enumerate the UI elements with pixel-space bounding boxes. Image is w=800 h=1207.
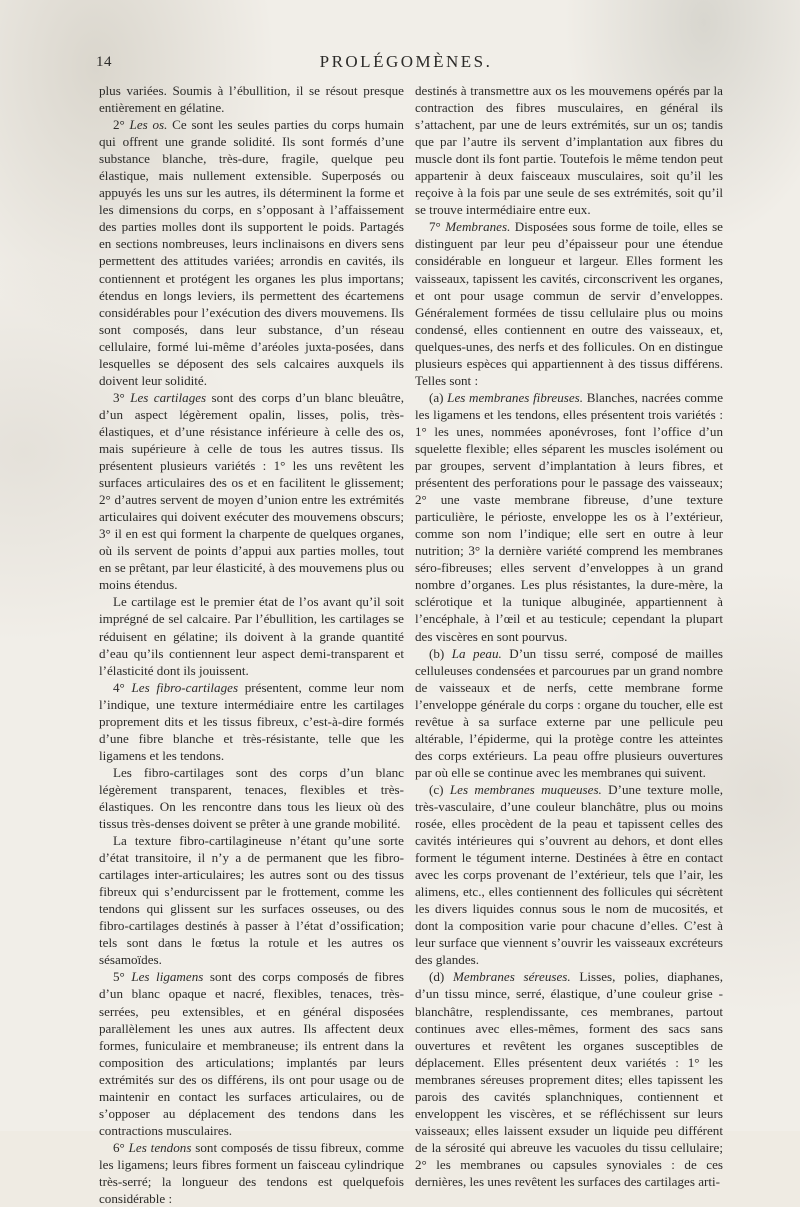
paragraph-text: Disposées sous forme de toile, elles se distinguent par leur peu d’épaisseur pour une étendue considérable en longueur et largeur. Elles forment les vaisseaux, tapissent les cavités, circonscrivent les organes, et ont pour usage commun de servir d’enveloppes. Généralement formées de tissu cellulaire plus ou moins condensé, elles contiennent en outre des vaisseaux, et, quelques-unes, des nerfs et des follicules. On en distingue plusieurs espèces qui appartiennent à des tissus différens. Telles sont : xyxy=(415,219,723,388)
paragraph-text: D’une texture molle, très-vasculaire, d’une couleur blanchâtre, plus ou moins rosée, elles procèdent de la peau et tapissent celles des cavités intérieures qui s’ouvrent au dehors, et dont elles forment le tégument interne. Destinées à être en contact avec les corps provenant de l’extérieur, tels que l’air, les alimens, etc., elles contiennent des follicules qui sécrètent les divers liquides connus sous le nom de mucosités, et dont la composition varie pour chacune d’elles. C’est à leur surface que viennent s’ouvrir les vaisseaux excréteurs des glandes. xyxy=(415,781,723,968)
paragraph-term: Les cartilages xyxy=(130,389,207,405)
paragraph xyxy=(99,593,404,678)
paragraph xyxy=(99,82,404,116)
paragraph-term: Les os. xyxy=(129,117,168,133)
paragraph-text: Les fibro-cartilages sont des corps d’un blanc légèrement transparent, tenaces, flexibles et très-élastiques. On les rencontre dans tous les lieux où des tissus très-denses doivent se prêter à une grande mobilité. xyxy=(99,764,404,832)
paragraph-text: sont des corps composés de fibres d’un blanc opaque et nacré, flexibles, tenaces, très-serrées, peu extensibles, et en général disposées parallèlement les unes aux autres. Ils affectent deux formes, funiculaire et membraneuse; ils entrent dans la composition des articulations; implantés par leurs extrémités sur des os différens, ils ont pour usage ou de maintenir en contact les surfaces articulaires, ou de s’opposer au déplacement des tendons dans les contractions musculaires. xyxy=(99,969,404,1138)
paragraph-text: Le cartilage est le premier état de l’os avant qu’il soit imprégné de sel calcaire. Par l’ébullition, les cartilages se réduisent en gélatine; ils doivent à la grande quantité d’eau qu’ils contiennent leur aspect demi-transparent et l’élasticité dont ils jouissent. xyxy=(99,594,404,678)
paragraph xyxy=(415,82,723,218)
paragraph-text: Lisses, polies, diaphanes, d’un tissu mince, serré, élastique, d’une couleur grise - blanchâtre, resplendissante, ces membranes, partout continues avec elles-mêmes, forment des sacs sans ouvertures et revêtent les organes susceptibles de déplacement. Elles présentent deux variétés : 1° les membranes séreuses proprement dites; elles tapissent les parois des cavités splanchniques, contiennent et enveloppent les viscères, et se réfléchissent sur leurs vaisseaux; elles laissent exsuder un liquide peu différent de la sérosité qui abreuve les vacuoles du tissu cellulaire; 2° les membranes ou capsules synoviales : de ces dernières, les unes revêtent les surfaces des cartilages arti- xyxy=(415,969,723,1189)
paragraph xyxy=(415,968,723,1190)
paragraph-text: La texture fibro-cartilagineuse n’étant qu’une sorte d’état transitoire, il n’y a de permanent que les fibro-cartilages inter-articulaires; les autres sont ou des tissus fibreux qui s’endurcissent par le frottement, comme les tendons qui glissent sur les surfaces osseuses, ou des fibro-cartilages destinés à passer à l’état d’ossification; tels sont dans le fœtus la rotule et les autres os sésamoïdes. xyxy=(99,833,404,968)
paragraph-term: Les ligamens xyxy=(131,969,204,985)
paragraph-number: (c) xyxy=(429,781,450,797)
paragraph xyxy=(99,968,404,1138)
page-header xyxy=(96,52,716,74)
paragraph-term: Les membranes muqueuses. xyxy=(449,781,602,797)
paragraph-number: 2° xyxy=(113,117,130,133)
paragraph-text: D’un tissu serré, composé de mailles celluleuses condensées et parcourues par un grand nombre de vaisseaux et de nerfs, cette membrane forme l’enveloppe générale du corps : organe du toucher, elle est revêtue à sa surface externe par une pellicule peu altérable, l’épiderme, qui la protège contre les atteintes des corps extérieurs. La peau offre plusieurs ouvertures par où elle se continue avec les membranes qui suivent. xyxy=(415,645,723,780)
paragraph-term: Membranes séreuses. xyxy=(452,969,571,985)
paragraph-number: (b) xyxy=(429,645,452,661)
paragraph-term: Les fibro-cartilages xyxy=(131,679,239,695)
paragraph-term: Membranes. xyxy=(445,219,511,235)
paragraph-number: 5° xyxy=(113,969,132,985)
paragraph xyxy=(99,764,404,832)
paragraph-text: présentent, comme leur nom l’indique, une texture intermédiaire entre les cartilages proprement dits et les tissus fibreux, c’est-à-dire formés d’une fibre blanche et très-résistante, telle que les ligamens et les tendons. xyxy=(99,679,405,763)
page-number: 14 xyxy=(96,54,112,70)
left-column xyxy=(99,82,404,1207)
paragraph-term: Les membranes fibreuses. xyxy=(447,389,584,405)
paragraph-number: (d) xyxy=(429,969,453,985)
paragraph xyxy=(415,218,723,388)
paragraph xyxy=(415,781,723,969)
paragraph-text: destinés à transmettre aux os les mouvemens opérés par la contraction des fibres musculaires, en général ils s’attachent, par une de leurs extrémités, sur un os; tandis que par l’autre ils servent d’implantation aux fibres du muscle dont ils font partie. Toutefois le même tendon peut appartenir à deux faisceaux musculaires, soit qu’il les reçoive à la fois par une seule de ses extrémités, soit qu’il se trouve intermédiaire entre eux. xyxy=(415,83,723,218)
paragraph-text: Ce sont les seules parties du corps humain qui offrent une grande solidité. Ils sont formés d’une substance blanche, très-dure, fragile, quelque peu élastique, mais nullement extensible. Superposés ou appuyés les uns sur les autres, ils déterminent la forme et les dimensions du corps, en s’opposant à l’affaissement des parties molles dont ils supportent le poids. Partagés en sections nombreuses, leurs inclinaisons en divers sens permettent des attitudes variées; arrondis en cavités, ils contiennent et protégent les organes les plus importans; étendus en longs leviers, ils permettent des écartemens considérables pour l’exécution des divers mouvemens. Ils sont composés, dans leur substance, d’un réseau cellulaire, formé lui-même d’aréoles juxta-posées, dans lesquelles se déposent des sels calcaires auxquels ils doivent leur solidité. xyxy=(99,117,404,388)
paragraph xyxy=(99,832,404,968)
paragraph xyxy=(99,679,404,764)
paragraph-term: La peau. xyxy=(451,645,502,661)
paragraph xyxy=(99,389,404,594)
paragraph-text: Blanches, nacrées comme les ligamens et les tendons, elles présentent trois variétés : 1° les unes, nommées aponévroses, font l’office d’un squelette flexible; elles séparent les muscles isolément ou par groupes, servent d’implantation à leurs fibres, et présentent des perforations pour le passage des vaisseaux; 2° une vaste membrane fibreuse, d’une texture particulière, le périoste, enveloppe les os à l’extérieur, comme son nom l’indique; elle sert en outre à leur nutrition; 3° la dernière variété comprend les membranes séro-fibreuses; elles servent d’enveloppes à un grand nombre d’organes. Les plus résistantes, la dure-mère, la sclérotique et la tunique albuginée, appartiennent à l’encéphale, à l’œil et au testicule; cependant la plupart des viscères en sont pourvus. xyxy=(415,389,724,644)
paragraph-text: sont composés de tissu fibreux, comme les ligamens; leurs fibres forment un faisceau cylindrique très-serré; la longueur des tendons est quelquefois considérable : xyxy=(99,1139,404,1207)
paragraph-term: Les tendons xyxy=(128,1139,192,1155)
paragraph-number: 4° xyxy=(113,679,132,695)
paragraph-number: 3° xyxy=(113,389,131,405)
paragraph-number: 7° xyxy=(429,219,446,235)
paragraph xyxy=(415,389,723,645)
paragraph xyxy=(415,645,723,781)
right-column xyxy=(415,82,723,1190)
paragraph-text: plus variées. Soumis à l’ébullition, il se résout presque entièrement en gélatine. xyxy=(99,83,404,116)
paragraph-number: (a) xyxy=(429,389,448,405)
paragraph-text: sont des corps d’un blanc bleuâtre, d’un aspect légèrement opalin, lisses, polis, très-élastiques, et d’une résistance inférieure à celle des os, mais supérieure à celle de tous les autres tissus. Ils présentent plusieurs variétés : 1° les uns revêtent les surfaces articulaires des os et en facilitent le glissement; 2° d’autres servent de moyen d’union entre les extrémités articulaires qui doivent exécuter des mouvemens obscurs; 3° il en est qui forment la charpente de quelques organes, où ils servent de points d’appui aux parties molles, tout en se prêtant, par leur élasticité, à des mouvemens plus ou moins étendus. xyxy=(99,389,404,593)
paragraph xyxy=(99,1139,404,1207)
paragraph-number: 6° xyxy=(113,1139,129,1155)
running-head: PROLÉGOMÈNES. xyxy=(319,52,493,71)
paragraph xyxy=(99,116,404,389)
